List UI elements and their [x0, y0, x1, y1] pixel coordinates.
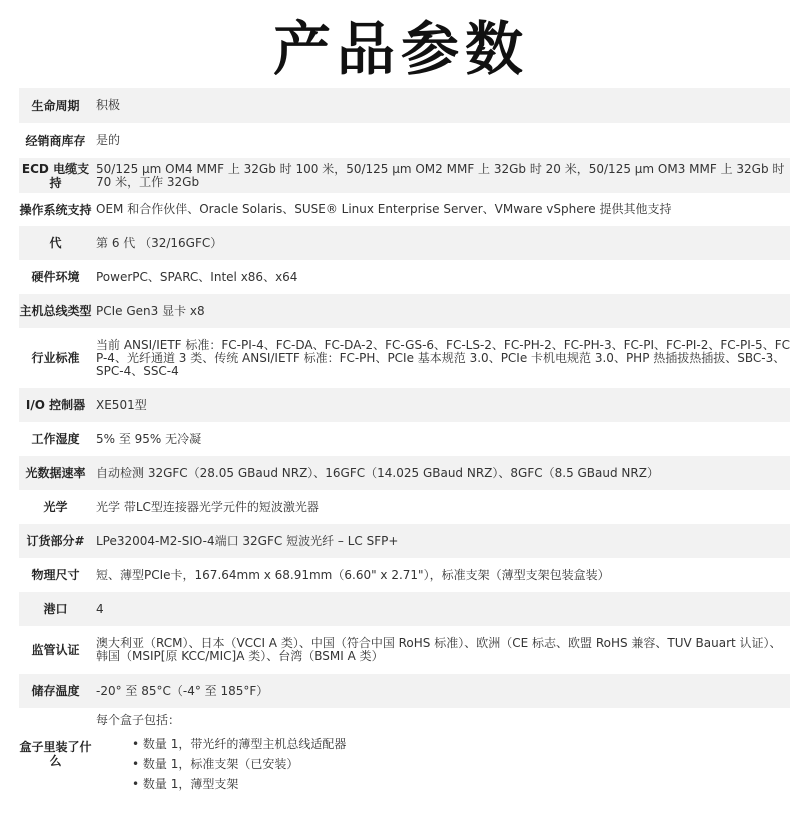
- table-row: [19, 88, 790, 123]
- table-row: [19, 123, 790, 158]
- box-contents-row: [19, 708, 790, 800]
- spec-key: 储存温度: [31, 684, 80, 698]
- spec-key: 经销商库存: [25, 133, 86, 148]
- spec-key: 盒子里装了什么: [19, 740, 92, 768]
- spec-value: LPe32004-M2-SIO-4端口 32GFC 短波光纤 – LC SFP+: [96, 533, 399, 548]
- box-contents-intro: 每个盒子包括：: [96, 713, 181, 727]
- list-item: • 数量 1，带光纤的薄型主机总线适配器: [132, 734, 790, 754]
- table-row: [19, 558, 790, 592]
- spec-value: -20° 至 85°C（-4° 至 185°F）: [96, 683, 269, 698]
- spec-table: [19, 88, 790, 800]
- spec-key: 监管认证: [31, 643, 80, 657]
- table-row: [19, 592, 790, 626]
- table-row: [19, 456, 790, 490]
- spec-key: 生命周期: [31, 98, 80, 113]
- spec-value: 当前 ANSI/IETF 标准：FC-PI-4、FC-DA、FC-DA-2、FC-GS-6、FC-LS-2、FC-PH-2、FC-PH-3、FC-PI、FC-PI-2、FC-PI-5、FCP-4、光纤通道 3 类、传统 ANSI/IETF 标准：FC-PH、PCIe 基本规范 3.0、PCIe 卡机电规范 3.0、PHP 热插拔热插拔、SBC-3、SPC-4、SSC-4: [96, 337, 790, 378]
- page-title: 产品参数: [272, 15, 529, 83]
- table-row: [19, 328, 790, 388]
- spec-key: 代: [49, 236, 62, 250]
- spec-key: 港口: [43, 602, 68, 616]
- spec-key: 物理尺寸: [31, 568, 80, 582]
- table-row: [19, 388, 790, 422]
- table-row: [19, 294, 790, 328]
- table-row: [19, 490, 790, 524]
- spec-key: 订货部分#: [26, 534, 85, 548]
- spec-key: ECD 电缆支持: [21, 161, 90, 190]
- spec-value: OEM 和合作伙伴、Oracle Solaris、SUSE® Linux Enterprise Server、VMware vSphere 提供其他支持: [96, 202, 672, 216]
- spec-value: 短、薄型PCIe卡，167.64mm x 68.91mm（6.60" x 2.71"），标准支架（薄型支架包装盒装）: [96, 567, 610, 582]
- table-row: [19, 158, 790, 193]
- spec-key: 操作系统支持: [19, 202, 92, 217]
- table-row: [19, 422, 790, 456]
- table-row: [19, 524, 790, 558]
- spec-value: 50/125 μm OM4 MMF 上 32Gb 时 100 米，50/125 μm OM2 MMF 上 32Gb 时 20 米，50/125 μm OM3 MMF 上 32Gb 时 70 米，工作 32Gb: [96, 161, 785, 189]
- spec-value: 5% 至 95% 无冷凝: [96, 431, 202, 446]
- spec-value: PCIe Gen3 显卡 x8: [96, 303, 205, 318]
- table-row: [19, 193, 790, 226]
- spec-key: 硬件环境: [31, 270, 80, 284]
- spec-key: 光学: [43, 500, 68, 514]
- spec-key: I/O 控制器: [25, 398, 86, 412]
- table-row: [19, 260, 790, 294]
- spec-value: 4: [96, 601, 104, 616]
- table-row: [19, 226, 790, 260]
- spec-key: 主机总线类型: [19, 304, 92, 318]
- spec-value: 是的: [96, 133, 121, 147]
- spec-value: 积极: [96, 98, 121, 112]
- spec-value: 澳大利亚（RCM）、日本（VCCI A 类）、中国（符合中国 RoHS 标准）、欧洲（CE 标志、欧盟 RoHS 兼容、TUV Bauart 认证）、韩国（MSIP[原 KCC/MIC]A 类）、台湾（BSMI A 类）: [96, 636, 782, 663]
- spec-value: PowerPC、SPARC、Intel x86、x64: [96, 269, 298, 284]
- box-contents-value: [92, 708, 790, 800]
- spec-key: 工作湿度: [31, 432, 80, 446]
- box-contents-list: [96, 734, 790, 794]
- spec-value: 自动检测 32GFC（28.05 GBaud NRZ）、16GFC（14.025 GBaud NRZ）、8GFC（8.5 GBaud NRZ）: [96, 465, 659, 480]
- spec-value: 光学 带LC型连接器光学元件的短波激光器: [96, 499, 319, 514]
- spec-key: 行业标准: [31, 351, 80, 365]
- spec-value: 第 6 代 （32/16GFC）: [96, 235, 223, 250]
- table-row: [19, 626, 790, 674]
- list-item: • 数量 1，标准支架（已安装）: [132, 754, 790, 774]
- spec-key: 光数据速率: [25, 466, 86, 480]
- table-row: [19, 674, 790, 708]
- spec-value: XE501型: [96, 397, 147, 412]
- list-item: • 数量 1，薄型支架: [132, 774, 790, 794]
